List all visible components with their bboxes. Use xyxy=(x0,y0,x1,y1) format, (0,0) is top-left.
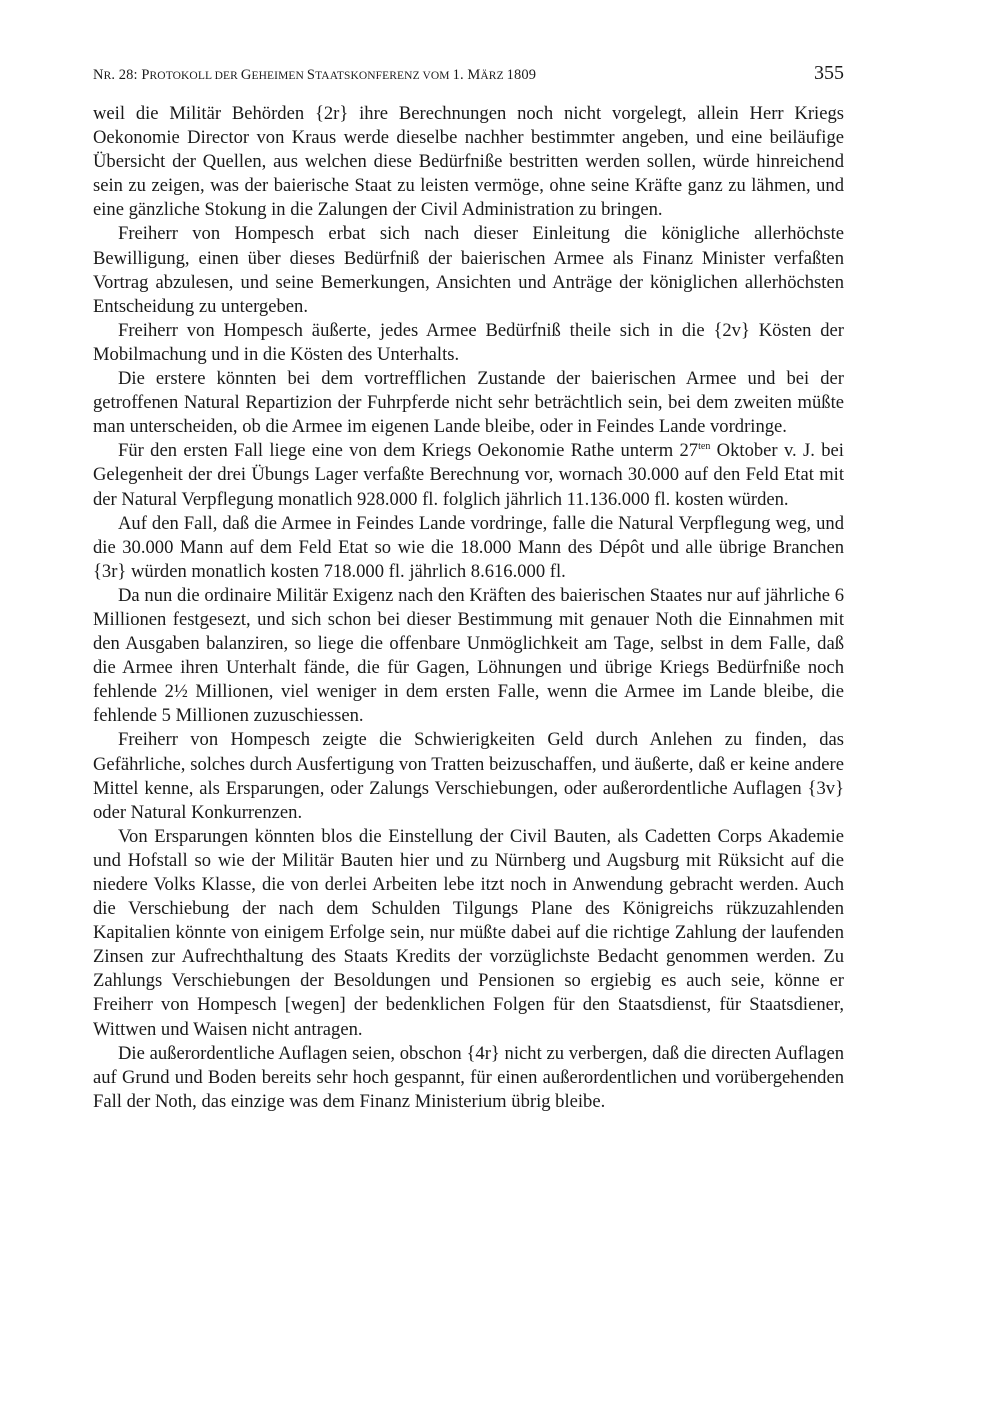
paragraph xyxy=(93,512,844,584)
running-head-title-part: ÄRZ xyxy=(480,70,507,82)
paragraph-text: Da nun die ordinaire Militär Exigenz nach den Kräften des baierischen Staates nur auf jährliche 6 Millionen festgesezt, und sich schon bei dieser Bestimmung mit genauer Noth die Einnahmen mit den Ausgaben balanziren, so liege die offenbare Unmöglichkeit am Tage, selbst in dem Falle, daß die Armee ihren Unterhalt fände, die für Gagen, Löhnungen und übrige Kriegs Bedürfniße noch fehlende 2½ Millionen, viel weniger in dem ersten Falle, wenn die Armee im Lande bleibe, die fehlende 5 Millionen zuzuschiessen. xyxy=(93,584,844,727)
running-head-title-part: 1809 xyxy=(506,67,537,83)
paragraph-text: Von Ersparungen könnten blos die Einstellung der Civil Bauten, als Cadetten Corps Akademie und Hofstall so wie der Militär Bauten hier und zu Nürnberg und Augsburg mit Rüksicht auf die niedere Volks Klasse, die von derlei Arbeiten lebe itzt noch in Anwendung gebracht werden. Auch die Verschiebung der nach dem Schulden Tilgungs Plane des Königreichs rükzuzahlenden Kapitalien könnte von einigem Erfolge sein, nur müßte dabei auf die richtige Zahlung der laufenden Zinsen zur Aufrechthaltung des Staats Kredits der vorzüglichste Bedacht genommen werden. Zu Zahlungs Verschiebungen der Besoldungen und Pensionen so ergiebig es auch seie, könne er Freiherr von Hompesch [wegen] der bedenklichen Folgen für den Staatsdienst, für Staatsdiener, Wittwen und Waisen nicht antragen. xyxy=(93,825,844,1040)
paragraph-text: weil die Militär Behörden {2r} ihre Berechnungen noch nicht vorgelegt, allein Herr Kriegs Oekonomie Director von Kraus werde dieselbe nachher bestimmter angeben, und eine beiläufige Übersicht der Quellen, aus welchen diese Bedürfniße bestritten werden sollen, würde hinreichend sein zu zeigen, was der baierische Staat zu leisten vermöge, ohne seine Kräfte ganz zu lähmen, und eine gänzliche Stokung in die Zalungen der Civil Administration zu bringen. xyxy=(93,103,844,221)
paragraph-text: Freiherr von Hompesch äußerte, jedes Armee Bedürfniß theile sich in die {2v} Kösten der Mobilmachung und in die Kösten des Unterhalts. xyxy=(93,319,844,365)
paragraph xyxy=(93,1042,844,1114)
page-number: 355 xyxy=(814,62,844,84)
running-head-title-part: R xyxy=(103,70,112,82)
paragraph xyxy=(93,222,844,318)
running-head-title-part: N xyxy=(93,67,104,83)
paragraph-text: Freiherr von Hompesch zeigte die Schwierigkeiten Geld durch Anlehen zu finden, das Gefährliche, solches durch Ausfertigung von Tratten beizuschaffen, und äußerte, daß er keine andere Mittel kenne, als Ersparungen, oder Zalungs Verschiebungen, oder außerordentliche Auflagen {3v} oder Natural Konkurrenzen. xyxy=(93,729,844,823)
paragraph xyxy=(93,825,844,1042)
body-text xyxy=(93,102,844,1114)
paragraph-text: Freiherr von Hompesch erbat sich nach dieser Einleitung die königliche allerhöchste Bewilligung, einen über dieses Bedürfniß der baierischen Armee als Finanz Minister verfaßten Vortrag abzulesen, und seine Bemerkungen, Ansichten und Anträge der königlichen allerhöchsten Entscheidung zu untergeben. xyxy=(93,223,844,317)
running-head-title xyxy=(93,67,536,84)
paragraph xyxy=(93,728,844,824)
running-head-title-part: G xyxy=(240,67,252,83)
running-head-title-part: ROTOKOLL DER xyxy=(149,70,241,82)
running-head xyxy=(93,62,844,102)
running-head-title-part: EHEIMEN xyxy=(251,70,307,82)
paragraph-text: Die außerordentliche Auflagen seien, obschon {4r} nicht zu verbergen, daß die directen Auflagen auf Grund und Boden bereits sehr hoch gespannt, für einen außerordentlichen und vorübergehenden Fall der Noth, das einzige was dem Finanz Ministerium übrig bleibe. xyxy=(93,1042,844,1112)
document-page xyxy=(93,62,844,1114)
paragraph xyxy=(93,319,844,367)
running-head-title-part: 1. M xyxy=(452,67,481,83)
paragraph-text: Die erstere könnten bei dem vortrefflichen Zustande der baierischen Armee und bei der getroffenen Natural Repartizion der Fuhrpferde nicht sehr beträchtlich sein, bei dem zweiten müßte man unterscheiden, ob die Armee im eigenen Lande bleibe, oder in Feindes Lande vordringe. xyxy=(93,368,844,438)
superscript: ten xyxy=(698,441,711,453)
paragraph-text: Für den ersten Fall liege eine von dem Kriegs Oekonomie Rathe unterm 27 xyxy=(118,440,699,462)
paragraph-text: Oktober v. J. bei Gelegenheit der drei Übungs Lager verfaßte Berechnung vor, wornach 30.000 auf den Feld Etat mit der Natural Verpflegung monatlich 928.000 fl. folglich jährlich 11.136.000 fl. kosten würden. xyxy=(93,440,844,510)
paragraph xyxy=(93,584,844,729)
running-head-title-part: TAATSKONFERENZ VOM xyxy=(315,70,453,82)
paragraph-text: Auf den Fall, daß die Armee in Feindes Lande vordringe, falle die Natural Verpflegung weg, und die 30.000 Mann auf dem Feld Etat so wie die 18.000 Mann des Dépôt und alle übrige Branchen {3r} würden monatlich kosten 718.000 fl. jährlich 8.616.000 fl. xyxy=(93,512,844,582)
paragraph xyxy=(93,367,844,439)
running-head-title-part: S xyxy=(306,67,316,83)
paragraph xyxy=(93,102,844,222)
running-head-title-part: . 28: P xyxy=(111,67,150,83)
paragraph xyxy=(93,439,844,511)
